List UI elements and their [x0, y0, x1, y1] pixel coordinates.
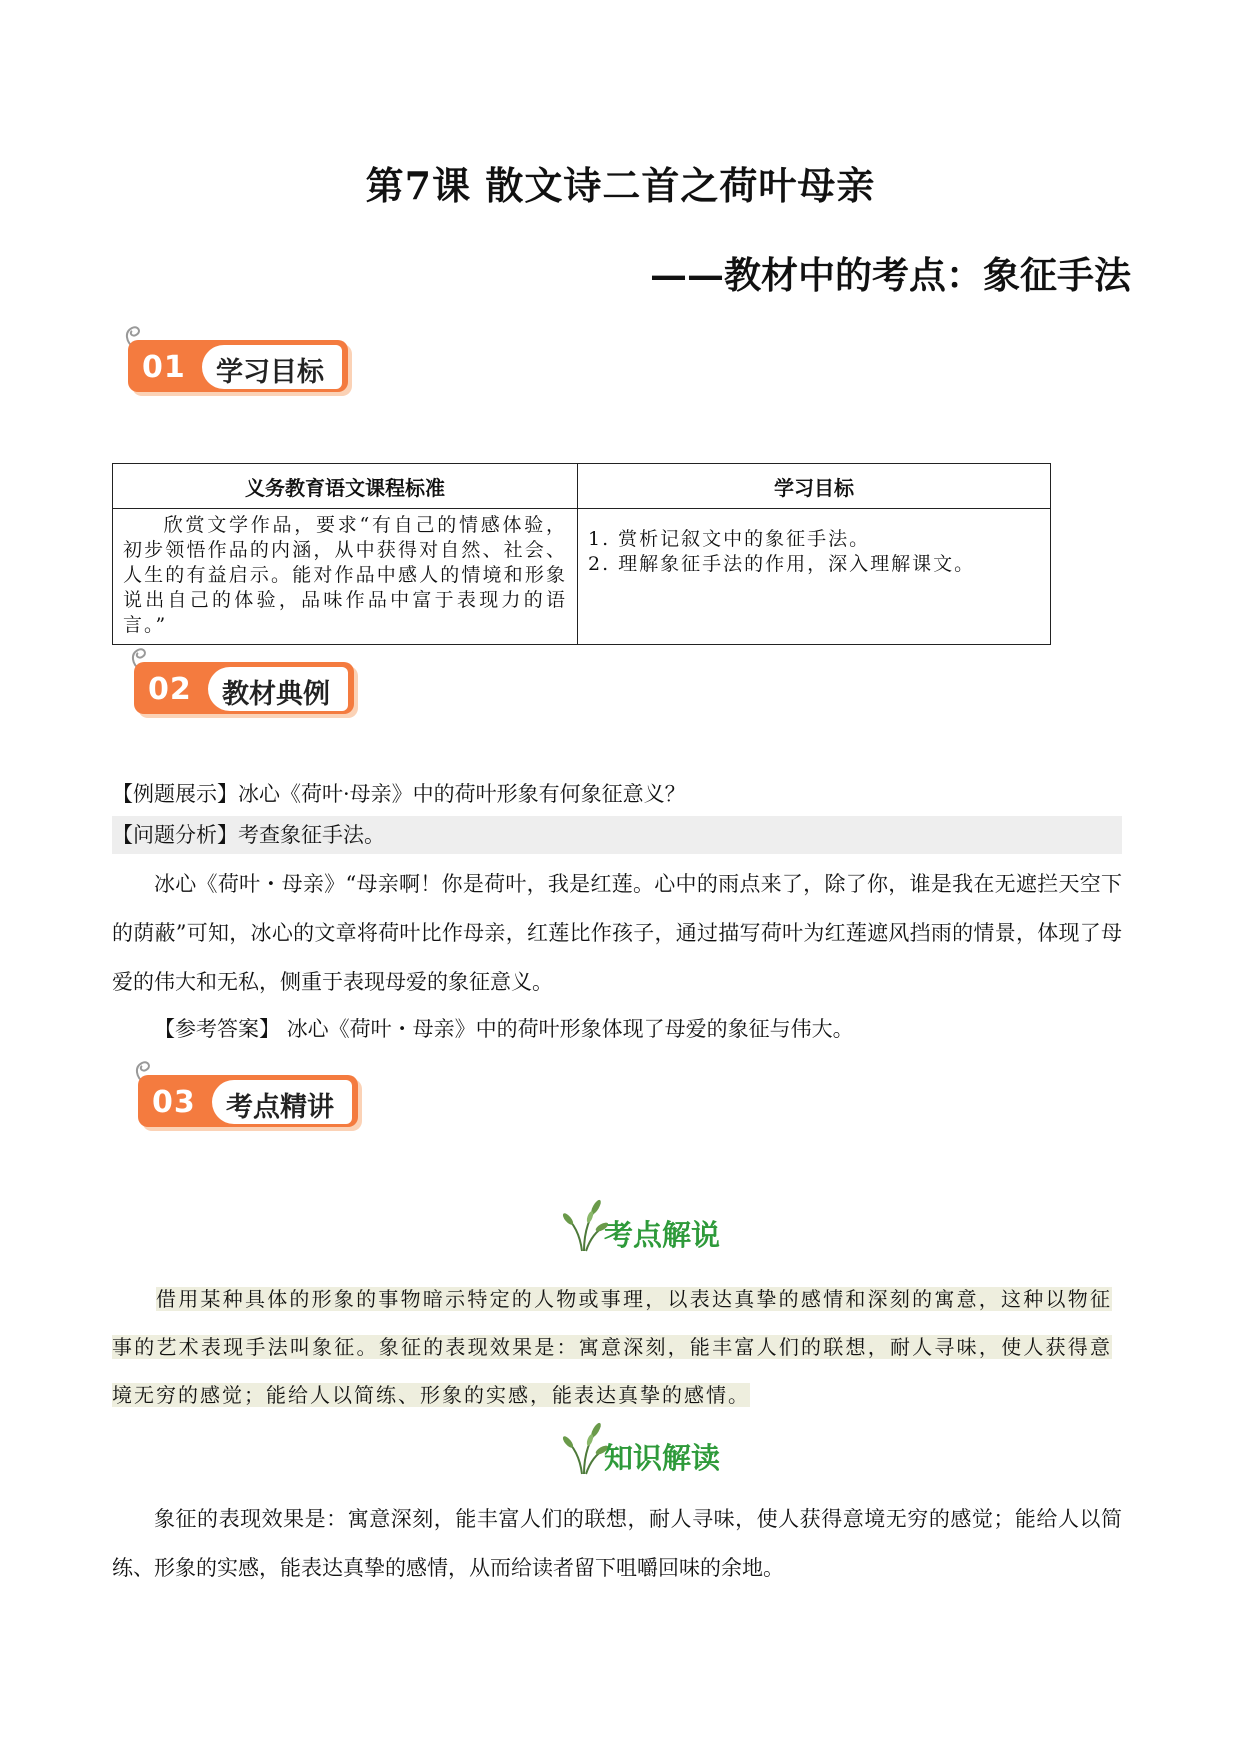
kaodian-text	[112, 1275, 1112, 1419]
goal-item: 1. 赏析记叙文中的象征手法。	[588, 528, 871, 550]
table-header-goals: 学习目标	[578, 464, 1051, 509]
standard-cell	[113, 509, 578, 645]
wheat-icon	[560, 1418, 608, 1476]
goals-cell	[578, 509, 1051, 645]
goal-item: 2. 理解象征手法的作用，深入理解课文。	[588, 553, 976, 575]
section-badge-01	[120, 320, 355, 398]
standard-text: 欣赏文学作品，要求“有自己的情感体验，初步领悟作品的内涵，从中获得对自然、社会、人生的有益启示。能对作品中感人的情境和形象说出自己的体验，品味作品中富于表现力的语言。”	[123, 514, 567, 636]
kaodian-highlight: 借用某种具体的形象的事物暗示特定的人物或事理，以表达真挚的感情和深刻的寓意，这种以物征事的艺术表现手法叫象征。象征的表现效果是：寓意深刻，能丰富人们的联想，耐人寻味，使人获得意境无穷的感觉；能给人以简练、形象的实感，能表达真挚的感情。	[112, 1287, 1112, 1407]
example-analysis	[112, 816, 1122, 854]
answer-tag: 【参考答案】	[154, 1017, 280, 1041]
example-body: 冰心《荷叶・母亲》“母亲啊！你是荷叶，我是红莲。心中的雨点来了，除了你，谁是我在无遮拦天空下的荫蔽”可知，冰心的文章将荷叶比作母亲，红莲比作孩子，通过描写荷叶为红莲遮风挡雨的情景，体现了母爱的伟大和无私，侧重于表现母爱的象征意义。	[112, 872, 1122, 994]
section-number: 02	[148, 672, 192, 707]
question-text: 冰心《荷叶·母亲》中的荷叶形象有何象征意义？	[238, 782, 686, 806]
question-tag: 【例题展示】	[112, 782, 238, 806]
kaodian-heading-text: 考点解说	[604, 1218, 721, 1252]
section-label: 考点精讲	[226, 1092, 334, 1123]
example-answer	[154, 1005, 1114, 1054]
standards-table	[112, 463, 1051, 645]
section-badge-02	[126, 642, 361, 720]
section-label: 教材典例	[222, 679, 330, 710]
kaodian-heading	[560, 1195, 730, 1255]
page-subtitle: ——教材中的考点：象征手法	[650, 253, 1131, 297]
table-header-standard: 义务教育语文课程标准	[113, 464, 578, 509]
section-number: 01	[142, 350, 186, 385]
page-title: 第7课 散文诗二首之荷叶母亲	[365, 163, 876, 208]
section-number: 03	[152, 1085, 196, 1120]
analysis-tag: 【问题分析】	[112, 823, 238, 847]
example-question	[112, 770, 1122, 819]
analysis-text: 考查象征手法。	[238, 823, 385, 847]
answer-text: 冰心《荷叶・母亲》中的荷叶形象体现了母爱的象征与伟大。	[286, 1017, 854, 1041]
zhishi-heading-text: 知识解读	[604, 1441, 721, 1475]
zhishi-heading	[560, 1418, 730, 1478]
zhishi-text: 象征的表现效果是：寓意深刻，能丰富人们的联想，耐人寻味，使人获得意境无穷的感觉；能给人以简练、形象的实感，能表达真挚的感情，从而给读者留下咀嚼回味的余地。	[112, 1507, 1122, 1580]
wheat-icon	[560, 1195, 608, 1253]
section-label: 学习目标	[216, 357, 324, 388]
section-badge-03	[130, 1055, 365, 1133]
